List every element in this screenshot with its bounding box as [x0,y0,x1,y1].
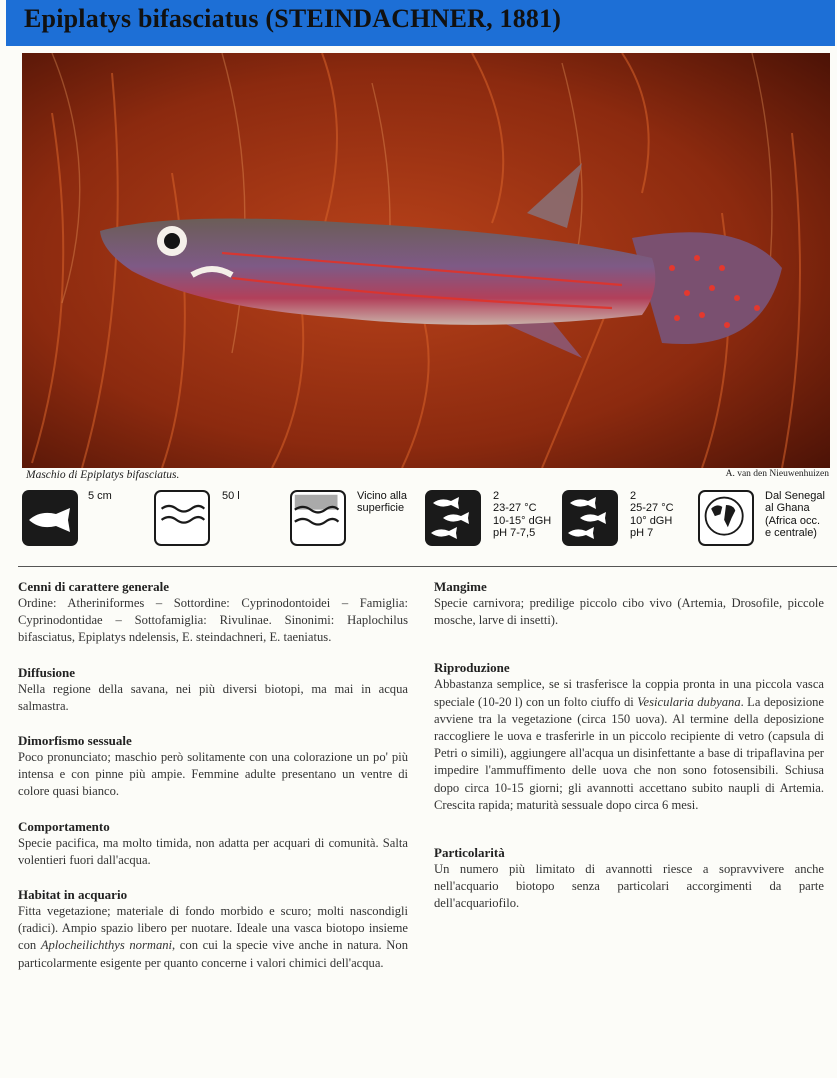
title-bar [6,0,835,46]
right-column [434,578,824,913]
heading-riproduzione: Riproduzione [434,660,510,676]
section-mangime [434,578,824,629]
text-comportamento: Specie pacifica, ma molto timida, non adatta per acquari di comunità. Salta volentieri fuori dall'acqua. [18,835,408,867]
page-title: Epiplatys bifasciatus (STEINDACHNER, 1881) [24,4,562,33]
fish-size-icon [22,490,78,546]
section-generale [18,578,408,647]
section-diffusione [18,664,408,715]
species-name: Aplocheilichthys normani [40,938,173,953]
heading-mangime: Mangime [434,579,487,594]
breeding-fish-icon [562,490,618,546]
section-riproduzione [434,659,824,814]
heading-habitat: Habitat in acquario [18,887,128,903]
tank-volume-value: 50 l [222,490,240,502]
text-particolarita: Un numero più limitato di avannotti riesce a sopravvivere anche nell'acquario biotopo senza particolari accorgimenti da parte dell'acquariofilo. [434,862,824,911]
text-diffusione: Nella regione della savana, nei più diversi biotopi, ma mai in acqua salmastra. [18,681,408,713]
fish-photo [22,53,830,468]
tank-volume-icon [154,490,210,546]
heading-dimorfismo: Dimorfismo sessuale [18,733,132,749]
school-fish-icon [425,490,481,546]
section-comportamento [18,818,408,869]
section-divider [18,566,837,567]
text-generale: Ordine: Atheriniformes – Sottordine: Cyprinodontoidei – Famiglia: Cyprinodontidae – Sottofamiglia: Rivulinae. Sinonimi: Haplochilus bifasciatus, Epiplatys ndelensis, E. steindachneri, E. taeniatus. [18,596,408,645]
water-values-1: 2 23-27 °C 10-15° dGH pH 7-7,5 [493,490,552,540]
text-riproduzione: Abbastanza semplice, se si trasferisce la coppia pronta in una piccola vasca speciale (10-20 l) con un folto ciuffo di Vesicularia dubyana. La deposizione avviene tra la vegetazione (circa 150 uova). Al termine della deposizione raccogliere le uova e trasferirle in un piccolo recipiente di vetro (capsula di Petri o simili), aggiungere all'acqua un disinfettante a base di tripaflavina per impedire l'ammuffimento delle uova che non sono fotosensibili. Schiusa dopo circa 10-15 giorni; gli avannotti accettano subito naupli di Artemia. Crescita rapida; maturità sessuale dopo circa 6 mesi. [434,677,824,812]
section-dimorfismo [18,732,408,801]
text-mangime: Specie carnivora; predilige piccolo cibo vivo (Artemia, Drosofile, piccole mosche, larve di insetti). [434,596,824,628]
swim-zone-value: Vicino alla superficie [357,490,407,515]
text-dimorfismo: Poco pronunciato; maschio però solitamente con una colorazione un po' più intensa e con pinne più ampie. Femmine adulte presentano un ventre di colore quasi bianco. [18,750,408,799]
water-values-2: 2 25-27 °C 10° dGH pH 7 [630,490,674,540]
heading-generale: Cenni di carattere generale [18,579,170,594]
photo-credit: A. van den Nieuwenhuizen [725,469,829,479]
photo-caption: Maschio di Epiplatys bifasciatus. [26,469,180,481]
info-icon-row [0,488,837,552]
section-particolarita [434,844,824,913]
heading-particolarita: Particolarità [434,845,505,861]
globe-icon [698,490,754,546]
origin-value: Dal Senegal al Ghana (Africa occ. e centrale) [765,490,825,540]
swim-zone-icon [290,490,346,546]
plant-name: Vesicularia dubyana [637,694,741,709]
heading-diffusione: Diffusione [18,664,76,680]
left-column [18,578,408,972]
text-habitat: Fitta vegetazione; materiale di fondo morbido e scuro; molti nascondigli (radici). Ampio spazio libero per nuotare. Ideale una vasca biotopo insieme con Aplocheilichthys normani, con cui la specie vive anche in natura. Non particolarmente esigente per quanto concerne i valori chimici dell'acqua. [18,904,408,970]
section-habitat [18,886,408,972]
heading-comportamento: Comportamento [18,818,110,834]
size-value: 5 cm [88,490,112,502]
